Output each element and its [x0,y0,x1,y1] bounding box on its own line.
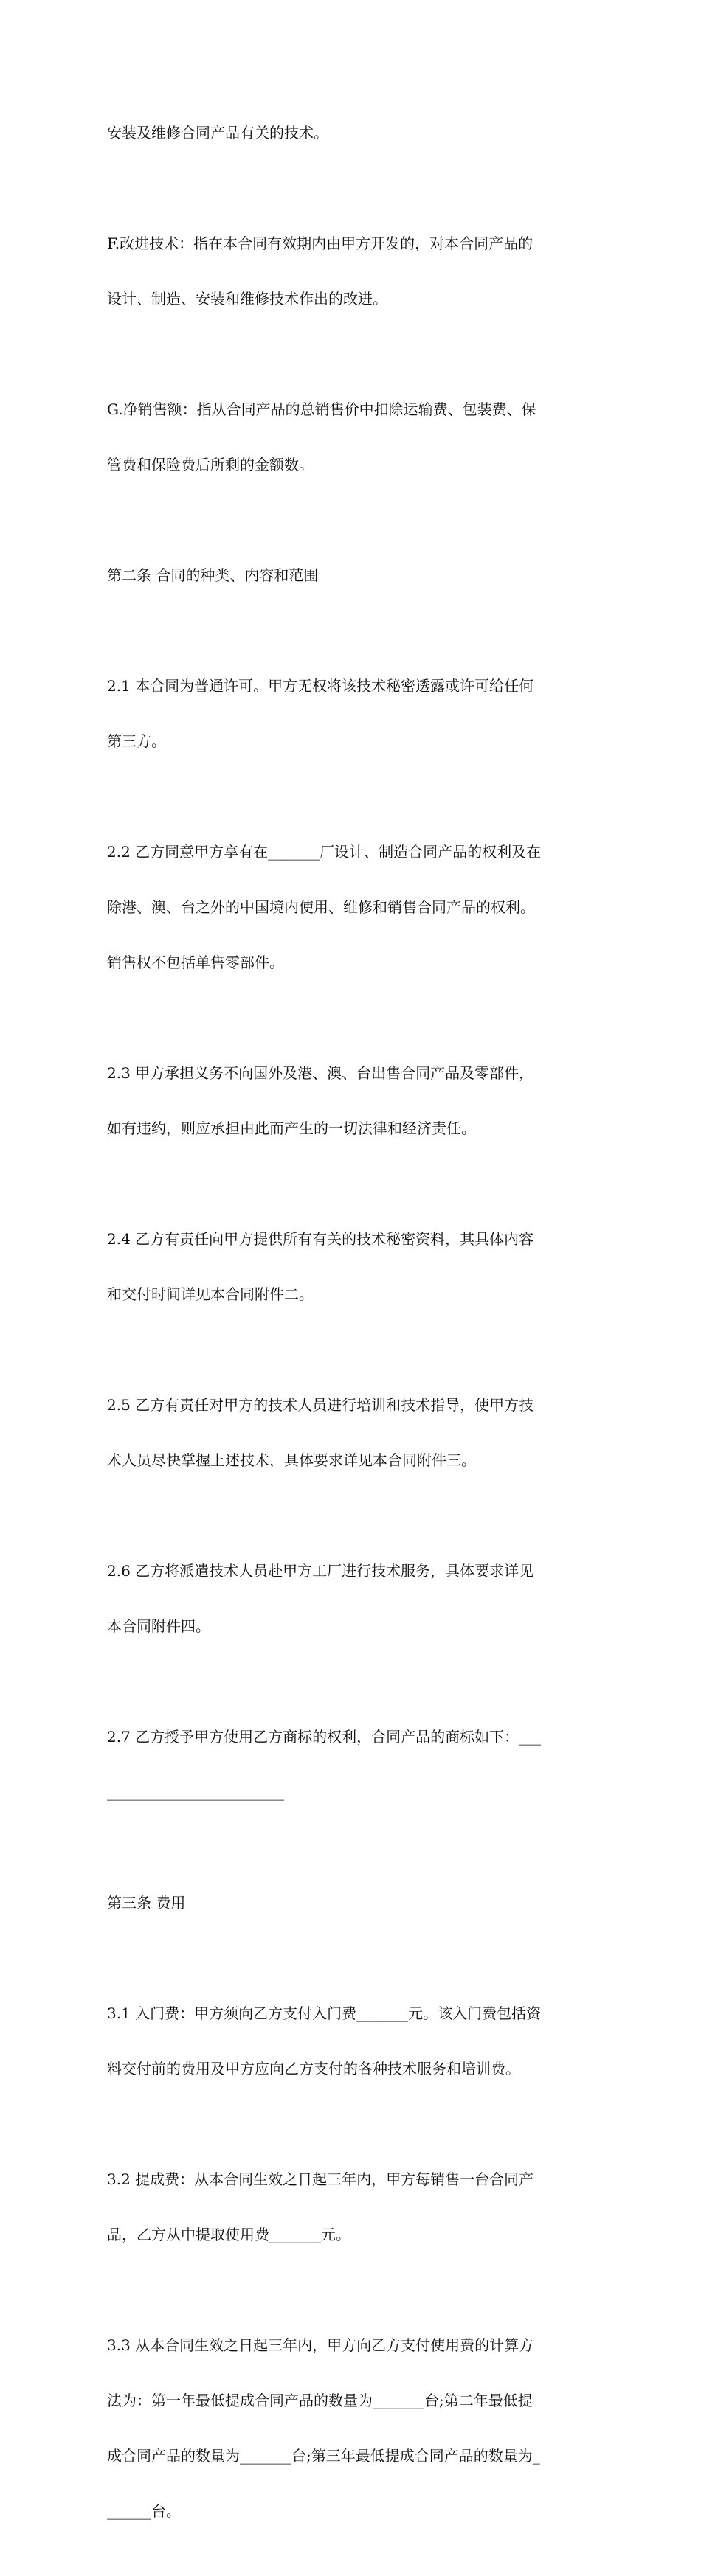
text-line: 管费和保险费后所剩的金额数。 [107,456,314,473]
paragraph-3-1 [107,1968,598,2115]
paragraph-2-1 [107,640,598,788]
text-line: 2.7 乙方授予甲方使用乙方商标的权利，合同产品的商标如下：___ [107,1728,542,1746]
paragraph-3-3 [107,2299,598,2558]
text-line: 2.5 乙方有责任对甲方的技术人员进行培训和技术指导，使甲方技 [107,1396,534,1414]
text-line: ______台。 [107,2502,181,2520]
text-line: ________________________ [107,1783,284,1801]
paragraph-2-4 [107,1193,598,1341]
text-line: 成合同产品的数量为_______台;第三年最低提成合同产品的数量为_ [107,2447,540,2465]
text-line: 安装及维修合同产品有关的技术。 [107,124,328,142]
paragraph-2-5 [107,1359,598,1507]
text-line: 术人员尽快掌握上述技术，具体要求详见本合同附件三。 [107,1451,476,1469]
heading-text: 第二条 合同的种类、内容和范围 [107,566,319,584]
paragraph-tech-scope-continued [107,87,598,179]
text-line: 和交付时间详见本合同附件二。 [107,1285,314,1303]
text-line: 2.3 甲方承担义务不向国外及港、澳、台出售合同产品及零部件， [107,1064,534,1082]
text-line: 第三方。 [107,732,166,750]
section-heading-article-3 [107,1857,598,1949]
text-line: 本合同附件四。 [107,1617,210,1635]
text-line: 销售权不包括单售零部件。 [107,954,284,971]
paragraph-2-2 [107,806,598,1009]
paragraph-2-6 [107,1525,598,1673]
text-line: F.改进技术：指在本合同有效期内由甲方开发的，对本合同产品的 [107,235,533,252]
text-line: 设计、制造、安装和维修技术作出的改进。 [107,290,387,308]
document-page [107,87,598,2576]
paragraph-2-3 [107,1027,598,1175]
paragraph-definition-f [107,198,598,345]
text-line: 3.1 入门费：甲方须向乙方支付入门费_______元。该入门费包括资 [107,2004,542,2022]
paragraph-3-2 [107,2134,598,2281]
text-line: 2.4 乙方有责任向甲方提供所有有关的技术秘密资料，其具体内容 [107,1230,534,1248]
heading-text: 第三条 费用 [107,1894,186,1912]
text-line: 3.3 从本合同生效之日起三年内，甲方向乙方支付使用费的计算方 [107,2336,534,2354]
text-line: 2.2 乙方同意甲方享有在_______厂设计、制造合同产品的权利及在 [107,843,542,861]
text-line: G.净销售额：指从合同产品的总销售价中扣除运输费、包装费、保 [107,400,536,418]
text-line: 2.6 乙方将派遣技术人员赴甲方工厂进行技术服务，具体要求详见 [107,1562,534,1580]
text-line: 品，乙方从中提取使用费_______元。 [107,2226,350,2243]
text-line: 2.1 本合同为普通许可。甲方无权将该技术秘密透露或许可给任何 [107,677,534,695]
text-line: 料交付前的费用及甲方应向乙方支付的各种技术服务和培训费。 [107,2060,520,2077]
paragraph-definition-g [107,364,598,511]
text-line: 如有违约，则应承担由此而产生的一切法律和经济责任。 [107,1119,476,1137]
paragraph-2-7 [107,1691,598,1839]
section-heading-article-2 [107,530,598,622]
text-line: 3.2 提成费：从本合同生效之日起三年内，甲方每销售一台合同产 [107,2170,534,2188]
text-line: 法为：第一年最低提成合同产品的数量为_______台;第二年最低提 [107,2392,533,2409]
text-line: 除港、澳、台之外的中国境内使用、维修和销售合同产品的权利。 [107,898,535,916]
